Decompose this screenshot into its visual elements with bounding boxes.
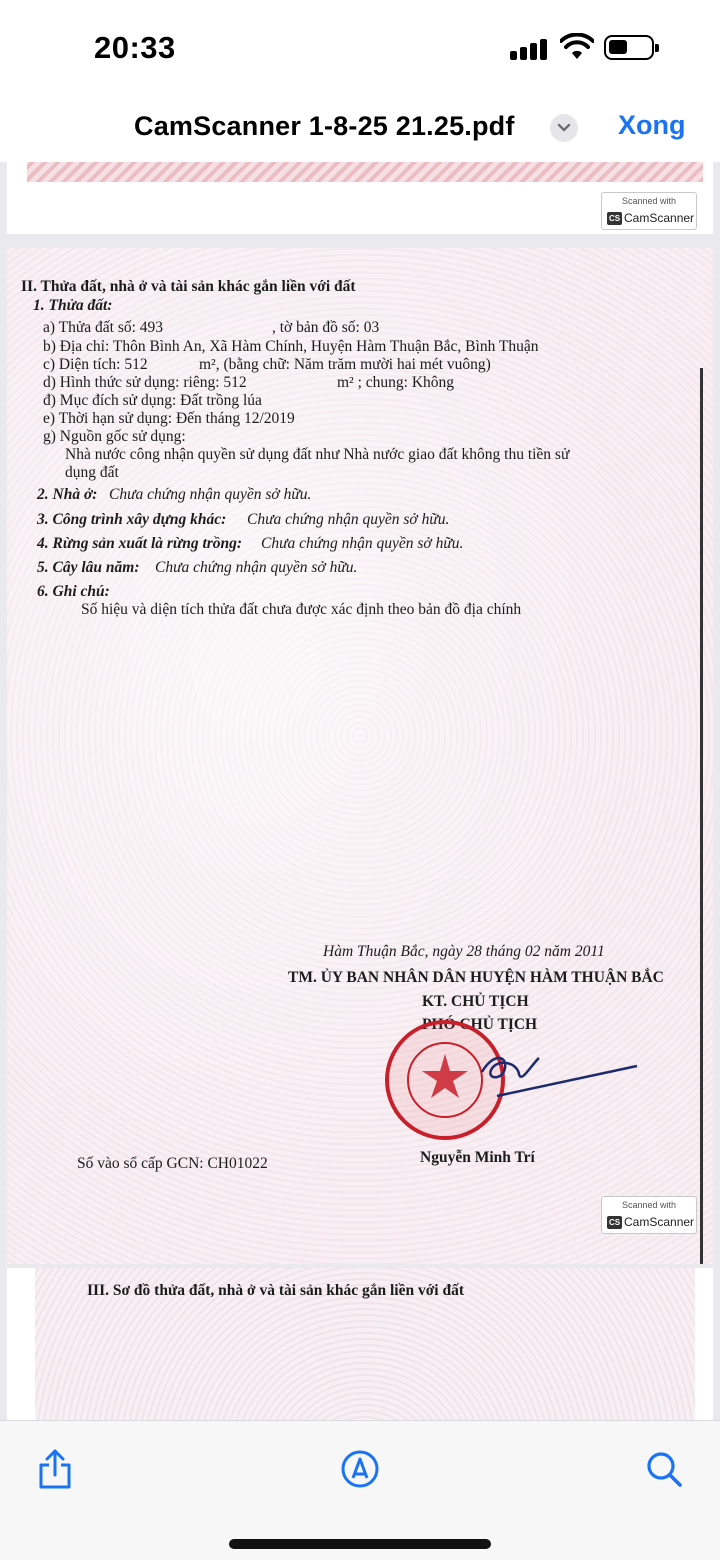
issuing-authority: TM. ỦY BAN NHÂN DÂN HUYỆN HÀM THUẬN BẮC [288,969,664,986]
parcel-number: a) Thửa đất số: 493 [43,319,164,336]
done-button[interactable]: Xong [618,110,686,140]
issue-date: Hàm Thuận Bắc, ngày 28 tháng 02 năm 2011 [323,943,605,960]
use-purpose: đ) Mục đích sử dụng: Đất trồng lúa [43,392,262,409]
chevron-down-icon [557,123,571,133]
origin-line-2: dụng đất [65,464,119,481]
forest-value: Chưa chứng nhận quyền sở hữu. [261,535,464,552]
land-area-words: m², (bằng chữ: Năm trăm mười hai mét vuông) [199,356,491,373]
use-form: d) Hình thức sử dụng: riêng: 512 [43,374,247,391]
document-title[interactable]: CamScanner 1-8-25 21.25.pdf [134,111,515,141]
cellular-signal-icon [510,38,548,60]
land-address: b) Địa chỉ: Thôn Bình An, Xã Hàm Chính, Huyện Hàm Thuận Bắc, Bình Thuận [43,338,539,355]
forest-label: 4. Rừng sản xuất là rừng trồng: [37,535,243,552]
house-label: 2. Nhà ở: [37,486,98,503]
vice-chairman-title: PHÓ CHỦ TỊCH [422,1016,538,1033]
construction-value: Chưa chứng nhận quyền sở hữu. [247,511,450,528]
pdf-viewer[interactable] [0,162,720,1420]
land-heading: 1. Thửa đất: [33,297,113,314]
pdf-page-previous [7,162,713,234]
kt-chairman-title: KT. CHỦ TỊCH [422,993,529,1010]
status-bar [0,0,720,96]
share-icon [33,1447,77,1491]
use-form-shared: m² ; chung: Không [337,374,455,391]
perennial-value: Chưa chứng nhận quyền sở hữu. [155,559,358,576]
note-label: 6. Ghi chú: [37,583,110,600]
wifi-icon [560,33,594,61]
house-value: Chưa chứng nhận quyền sở hữu. [109,486,312,503]
use-term: e) Thời hạn sử dụng: Đến tháng 12/2019 [43,410,295,427]
search-button[interactable] [642,1447,686,1491]
note-value: Số hiệu và diện tích thửa đất chưa được xác định theo bản đồ địa chính [81,601,522,618]
markup-icon [338,1447,382,1491]
section-2-title: II. Thửa đất, nhà ở và tài sản khác gắn liền với đất [21,278,356,295]
title-menu-button[interactable] [550,114,578,142]
pdf-page-next [7,1268,713,1420]
search-icon [642,1447,686,1491]
pdf-page-current [7,248,713,1264]
bottom-toolbar [0,1420,720,1560]
decorative-border [27,162,703,182]
land-area: c) Diện tích: 512 [43,356,148,373]
construction-label: 3. Công trình xây dựng khác: [37,511,227,528]
camscanner-logo-icon: CS [608,1218,621,1227]
signature [477,1044,657,1114]
battery-icon [604,35,654,60]
camscanner-watermark: Scanned with CS CamScanner [601,192,697,230]
section-3-title: III. Sơ đồ thửa đất, nhà ở và tài sản khác gắn liền với đất [87,1282,465,1299]
signer-name: Nguyễn Minh Trí [420,1149,535,1166]
perennial-label: 5. Cây lâu năm: [37,559,140,576]
status-time: 20:33 [94,30,176,65]
camscanner-watermark: Scanned with CS CamScanner [601,1196,697,1234]
scan-edge-line [700,368,703,1264]
home-indicator[interactable] [229,1539,491,1549]
camscanner-logo-icon: CS [608,214,621,223]
share-button[interactable] [33,1447,77,1491]
origin-line-1: Nhà nước công nhận quyền sử dụng đất như Nhà nước giao đất không thu tiền sử [65,446,570,463]
origin-label: g) Nguồn gốc sử dụng: [43,428,186,445]
navigation-bar [0,96,720,162]
registry-number: Số vào sổ cấp GCN: CH01022 [77,1155,268,1172]
markup-button[interactable] [338,1447,382,1491]
map-sheet-number: , tờ bản đồ số: 03 [272,319,380,336]
